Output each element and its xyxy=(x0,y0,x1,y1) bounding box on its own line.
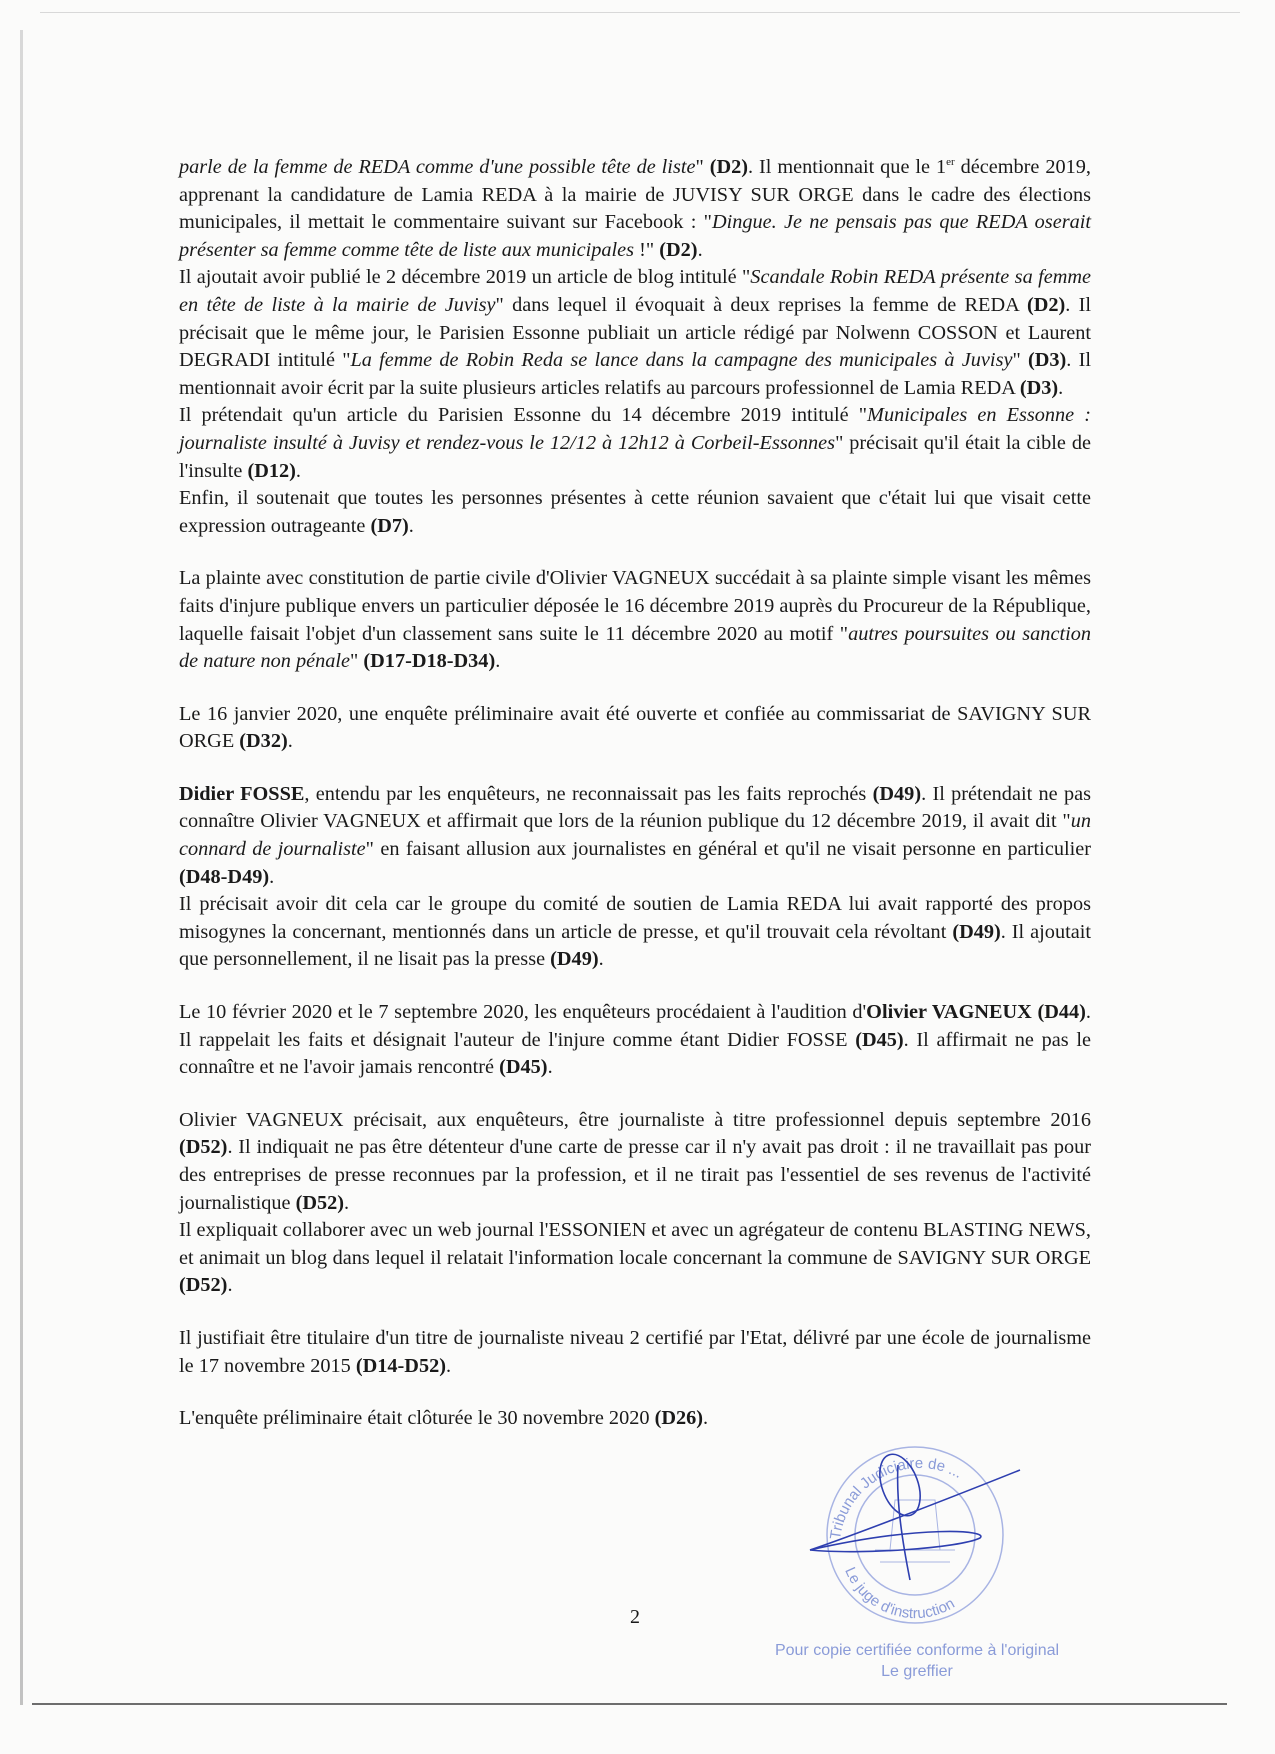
text-run: er xyxy=(946,156,955,168)
page-number: 2 xyxy=(630,1606,640,1628)
text-run: " xyxy=(1012,349,1028,372)
court-stamp-with-signature xyxy=(800,1430,1040,1650)
text-run: " dans lequel il évoquait à deux reprises la femme de REDA xyxy=(495,293,1027,316)
paragraph xyxy=(179,781,1091,891)
text-run: . xyxy=(344,1191,350,1214)
reference-marker: (D14-D52) xyxy=(355,1354,446,1377)
text-run: . Il mentionnait que le 1 xyxy=(748,156,947,178)
quoted-text: parle de la femme de REDA comme d'une possible tête de liste xyxy=(179,156,696,178)
text-run: . Il rappelait les faits et désignait l'auteur de l'injure comme étant Didier FOSSE xyxy=(179,1001,1091,1051)
text-run: . xyxy=(703,1407,709,1430)
reference-marker: (D17-D18-D34) xyxy=(363,650,496,673)
reference-marker: (D2) xyxy=(709,156,748,178)
certification-note xyxy=(752,1640,1082,1682)
text-run: . xyxy=(697,238,703,261)
reference-marker: (D3) xyxy=(1019,376,1059,399)
reference-marker: (D26) xyxy=(654,1407,704,1430)
text-run: . xyxy=(1058,376,1064,399)
paragraph xyxy=(179,891,1091,974)
text-run: . xyxy=(445,1354,452,1377)
document-body xyxy=(179,154,1091,1458)
reference-marker: (D3) xyxy=(1028,349,1067,372)
text-run: Le 10 février 2020 et le 7 septembre 2020, les enquêteurs procédaient à l'audition d' xyxy=(179,1001,867,1024)
text-run: La plainte avec constitution de partie civile d'Olivier VAGNEUX succédait à sa plainte simple visant les mêmes faits d'injure publique envers un particulier déposée le 16 décembre 2019 auprès du Procureur de la République, laquelle faisait l'objet d'un classement sans suite le 11 décembre 2020 au motif " xyxy=(179,567,1091,645)
text-run: Olivier VAGNEUX précisait, aux enquêteurs, être journaliste à titre professionnel depuis septembre 2016 xyxy=(179,1108,1091,1131)
paragraph xyxy=(179,154,1091,264)
reference-marker: (D52) xyxy=(295,1191,345,1214)
text-run: . Il ajoutait que personnellement, il ne lisait pas la presse xyxy=(179,920,1091,971)
reference-marker: (D49) xyxy=(550,948,599,971)
text-run: . xyxy=(227,1274,233,1297)
text-run: décembre 2019, apprenant la candidature de Lamia REDA à la mairie de JUVISY SUR ORGE dans le cadre des élections municipales, il mettait le commentaire suivant sur Facebook : " xyxy=(179,156,1091,234)
text-run: . xyxy=(408,514,414,537)
reference-marker: (D52) xyxy=(179,1136,228,1159)
reference-marker: (D7) xyxy=(370,514,409,537)
quoted-text: un connard de journaliste xyxy=(179,810,1091,861)
text-run: !" xyxy=(634,238,660,261)
scan-edge-top xyxy=(40,12,1240,13)
reference-marker: (D49) xyxy=(952,920,1001,943)
text-run: Il prétendait qu'un article du Parisien Essonne du 14 décembre 2019 intitulé " xyxy=(179,404,868,427)
scan-edge-bottom xyxy=(32,1703,1227,1705)
text-run: . Il précisait que le même jour, le Parisien Essonne publiait un article rédigé par Nolwenn COSSON et Laurent DEGRADI intitulé " xyxy=(179,293,1091,372)
paragraph xyxy=(179,1217,1091,1300)
reference-marker: (D12) xyxy=(247,459,296,482)
paragraph xyxy=(179,999,1091,1082)
text-run: " précisait qu'il était la cible de l'insulte xyxy=(179,431,1091,482)
reference-marker: (D44) xyxy=(1037,1001,1086,1024)
text-run: Il justifiait être titulaire d'un titre de journaliste niveau 2 certifié par l'Etat, délivré par une école de journalisme le 17 novembre 2015 xyxy=(179,1326,1091,1377)
reference-marker: (D32) xyxy=(239,730,288,753)
text-run: " xyxy=(350,650,364,673)
text-run: . Il affirmait ne pas le connaître et ne l'avoir jamais rencontré xyxy=(179,1028,1091,1079)
text-run: Il expliquait collaborer avec un web journal l'ESSONIEN et avec un agrégateur de contenu BLASTING NEWS, et animait un blog dans lequel il relatait l'information locale concernant la commune de SAVIGNY SUR ORGE xyxy=(179,1219,1091,1269)
certification-signatory: Le greffier xyxy=(881,1663,953,1680)
text-run: Il précisait avoir dit cela car le groupe du comité de soutien de Lamia REDA lui avait rapporté des propos misogynes la concernant, mentionnés dans un article de presse, et qu'il trouvait cela révoltant xyxy=(179,893,1091,943)
text-run: Le 16 janvier 2020, une enquête préliminaire avait été ouverte et confiée au commissariat de SAVIGNY SUR ORGE xyxy=(179,702,1091,753)
reference-marker: Olivier VAGNEUX xyxy=(866,1001,1032,1024)
text-run: . xyxy=(495,650,501,673)
reference-marker: (D48-D49) xyxy=(179,865,270,888)
paragraph xyxy=(179,701,1091,756)
paragraph xyxy=(179,1405,1091,1433)
stamp-text-bottom: Le juge d'instruction xyxy=(841,1564,958,1623)
text-run: . xyxy=(295,459,301,482)
quoted-text: Scandale Robin REDA présente sa femme en tête de liste à la mairie de Juvisy xyxy=(179,266,1091,316)
stamp-text-top: Tribunal Judiciaire de ... xyxy=(827,1454,966,1541)
text-run: . xyxy=(547,1056,553,1079)
text-run: . Il prétendait ne pas connaître Olivier VAGNEUX et affirmait que lors de la réunion publique du 12 décembre 2019, il avait dit " xyxy=(179,782,1091,833)
paragraph xyxy=(179,485,1091,540)
text-run: . Il mentionnait avoir écrit par la suite plusieurs articles relatifs au parcours professionnel de Lamia REDA xyxy=(179,349,1092,399)
reference-marker: (D45) xyxy=(499,1056,548,1079)
text-run: Enfin, il soutenait que toutes les personnes présentes à cette réunion savaient que c'était lui que visait cette expression outrageante xyxy=(179,487,1091,537)
paragraph xyxy=(179,1325,1091,1380)
certification-line: Pour copie certifiée conforme à l'original xyxy=(774,1642,1060,1659)
text-run: Il ajoutait avoir publié le 2 décembre 2019 un article de blog intitulé " xyxy=(179,266,751,289)
quoted-text: Municipales en Essonne : journaliste insulté à Juvisy et rendez-vous le 12/12 à 12h12 à Corbeil-Essonnes xyxy=(179,404,1091,454)
text-run: L'enquête préliminaire était clôturée le 30 novembre 2020 xyxy=(179,1407,655,1430)
paragraph xyxy=(179,565,1091,675)
reference-marker: (D45) xyxy=(855,1028,904,1051)
reference-marker: (D52) xyxy=(179,1274,228,1297)
reference-marker: Didier FOSSE xyxy=(179,782,305,805)
quoted-text: La femme de Robin Reda se lance dans la campagne des municipales à Juvisy xyxy=(350,349,1013,372)
text-run: . xyxy=(598,948,604,971)
text-run: " xyxy=(695,156,710,178)
text-run: . xyxy=(269,865,275,888)
text-run: . Il indiquait ne pas être détenteur d'une carte de presse car il n'y avait pas droit : il ne travaillait pas pour des entreprises de presse reconnues par la profession, et il ne tirait pas l'essentiel de ses revenus de l'activité journalistique xyxy=(179,1136,1091,1214)
text-run: . xyxy=(287,730,293,753)
scan-edge-left xyxy=(20,30,23,1705)
quoted-text: Dingue. Je ne pensais pas que REDA oserait présenter sa femme comme tête de liste aux municipales xyxy=(179,211,1091,261)
reference-marker: (D2) xyxy=(1026,293,1066,316)
reference-marker: (D2) xyxy=(659,238,698,261)
paragraph xyxy=(179,402,1091,485)
text-run: " en faisant allusion aux journalistes en général et qu'il ne visait personne en particulier xyxy=(365,838,1091,861)
quoted-text: autres poursuites ou sanction de nature non pénale xyxy=(179,622,1091,673)
paragraph xyxy=(179,1107,1091,1217)
text-run: , entendu par les enquêteurs, ne reconnaissait pas les faits reprochés xyxy=(304,782,873,805)
paragraph xyxy=(179,264,1091,402)
reference-marker: (D49) xyxy=(872,782,922,805)
